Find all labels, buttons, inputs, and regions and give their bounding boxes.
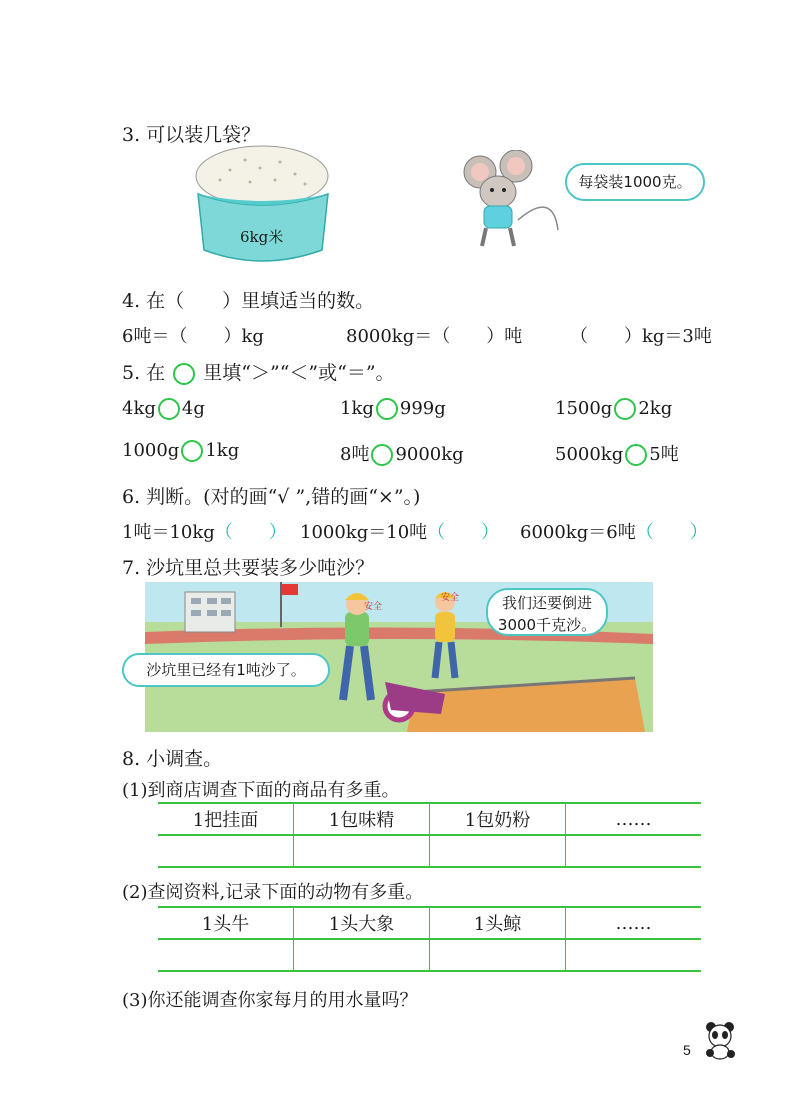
compare-blank-circle[interactable] <box>614 398 636 420</box>
q5-left: 8吨 <box>340 444 370 465</box>
q4-item-1[interactable]: 6吨＝（ ）kg <box>122 326 264 347</box>
table-header-cell: 1包味精 <box>294 803 430 835</box>
table-header-cell: 1包奶粉 <box>430 803 566 835</box>
q5-left: 1kg <box>340 398 374 419</box>
q5-right: 2kg <box>638 398 673 419</box>
boy-speech-bubble: 沙坑里已经有1吨沙了。 <box>122 653 330 687</box>
q5-right: 9000kg <box>395 444 464 465</box>
q6-statement: 1吨＝10kg <box>122 522 215 543</box>
table-header-cell: 1头牛 <box>158 907 294 939</box>
q5-left: 4kg <box>122 398 156 419</box>
compare-blank-circle[interactable] <box>181 440 203 462</box>
question-8-title: 8. 小调查。 <box>122 748 223 770</box>
q5-item-3 <box>555 398 672 420</box>
helmet-label-2: 安全 <box>441 593 460 603</box>
mouse-illustration <box>458 150 568 250</box>
animal-weight-table <box>158 906 701 972</box>
question-5-title-prefix: 5. 在 <box>122 362 166 384</box>
q6-item-2 <box>300 518 499 544</box>
table-blank-cell[interactable] <box>430 939 566 971</box>
q5-right: 5吨 <box>649 444 679 465</box>
q6-answer-blank[interactable]: （ ） <box>427 522 500 543</box>
q5-item-6 <box>555 440 679 466</box>
q5-left: 5000kg <box>555 444 624 465</box>
question-5-title-suffix: 里填“＞”“＜”或“＝”。 <box>203 362 395 384</box>
mouse-speech-bubble: 每袋装1000克。 <box>565 163 705 201</box>
compare-blank-circle[interactable] <box>376 398 398 420</box>
q5-right: 1kg <box>205 440 240 461</box>
q4-item-3[interactable]: （ ）kg＝3吨 <box>570 326 712 347</box>
compare-blank-circle[interactable] <box>371 444 393 466</box>
page-number: 5 <box>683 1042 691 1058</box>
q6-answer-blank[interactable]: （ ） <box>635 522 708 543</box>
q6-answer-blank[interactable]: （ ） <box>214 522 287 543</box>
q6-statement: 6000kg＝6吨 <box>520 522 636 543</box>
table-blank-cell[interactable] <box>158 835 294 867</box>
q5-right: 999g <box>399 398 446 419</box>
table-header-cell: 1头大象 <box>294 907 430 939</box>
q5-item-2 <box>340 398 446 420</box>
q5-item-4 <box>122 440 239 462</box>
rice-bowl-label: 6kg米 <box>240 228 284 246</box>
question-3-title: 3. 可以装几袋？ <box>122 124 261 146</box>
table-blank-cell[interactable] <box>158 939 294 971</box>
table-blank-cell[interactable] <box>294 835 430 867</box>
table-blank-cell[interactable] <box>566 835 702 867</box>
table-header-cell: 1把挂面 <box>158 803 294 835</box>
compare-blank-circle[interactable] <box>158 398 180 420</box>
helmet-label-1: 安全 <box>364 602 383 612</box>
q6-item-3 <box>520 518 708 544</box>
q5-left: 1500g <box>555 398 613 419</box>
q8-subquestion-3: (3)你还能调查你家每月的用水量吗？ <box>122 990 418 1011</box>
table-blank-cell[interactable] <box>566 939 702 971</box>
q5-item-1 <box>122 398 205 420</box>
q6-statement: 1000kg＝10吨 <box>300 522 428 543</box>
q5-right: 4g <box>181 398 205 419</box>
q5-item-5 <box>340 440 464 466</box>
question-6-title: 6. 判断。(对的画“√ ”,错的画“×”。) <box>122 486 421 508</box>
question-4-title: 4. 在（ ）里填适当的数。 <box>122 290 375 312</box>
compare-circle-icon <box>173 363 195 385</box>
table-header-cell: 1头鲸 <box>430 907 566 939</box>
compare-blank-circle[interactable] <box>625 444 647 466</box>
worker-speech-bubble: 我们还要倒进3000千克沙。 <box>486 588 608 636</box>
q4-item-2[interactable]: 8000kg＝（ ）吨 <box>346 326 523 347</box>
panda-icon <box>700 1020 742 1060</box>
q8-subquestion-1: (1)到商店调查下面的商品有多重。 <box>122 780 400 801</box>
q5-left: 1000g <box>122 440 180 461</box>
q6-item-1 <box>122 518 287 544</box>
q8-subquestion-2: (2)查阅资料,记录下面的动物有多重。 <box>122 882 424 903</box>
table-header-cell: …… <box>566 803 702 835</box>
table-header-cell: …… <box>566 907 702 939</box>
table-blank-cell[interactable] <box>294 939 430 971</box>
question-7-title: 7. 沙坑里总共要装多少吨沙？ <box>122 557 375 579</box>
table-blank-cell[interactable] <box>430 835 566 867</box>
goods-weight-table <box>158 802 701 868</box>
